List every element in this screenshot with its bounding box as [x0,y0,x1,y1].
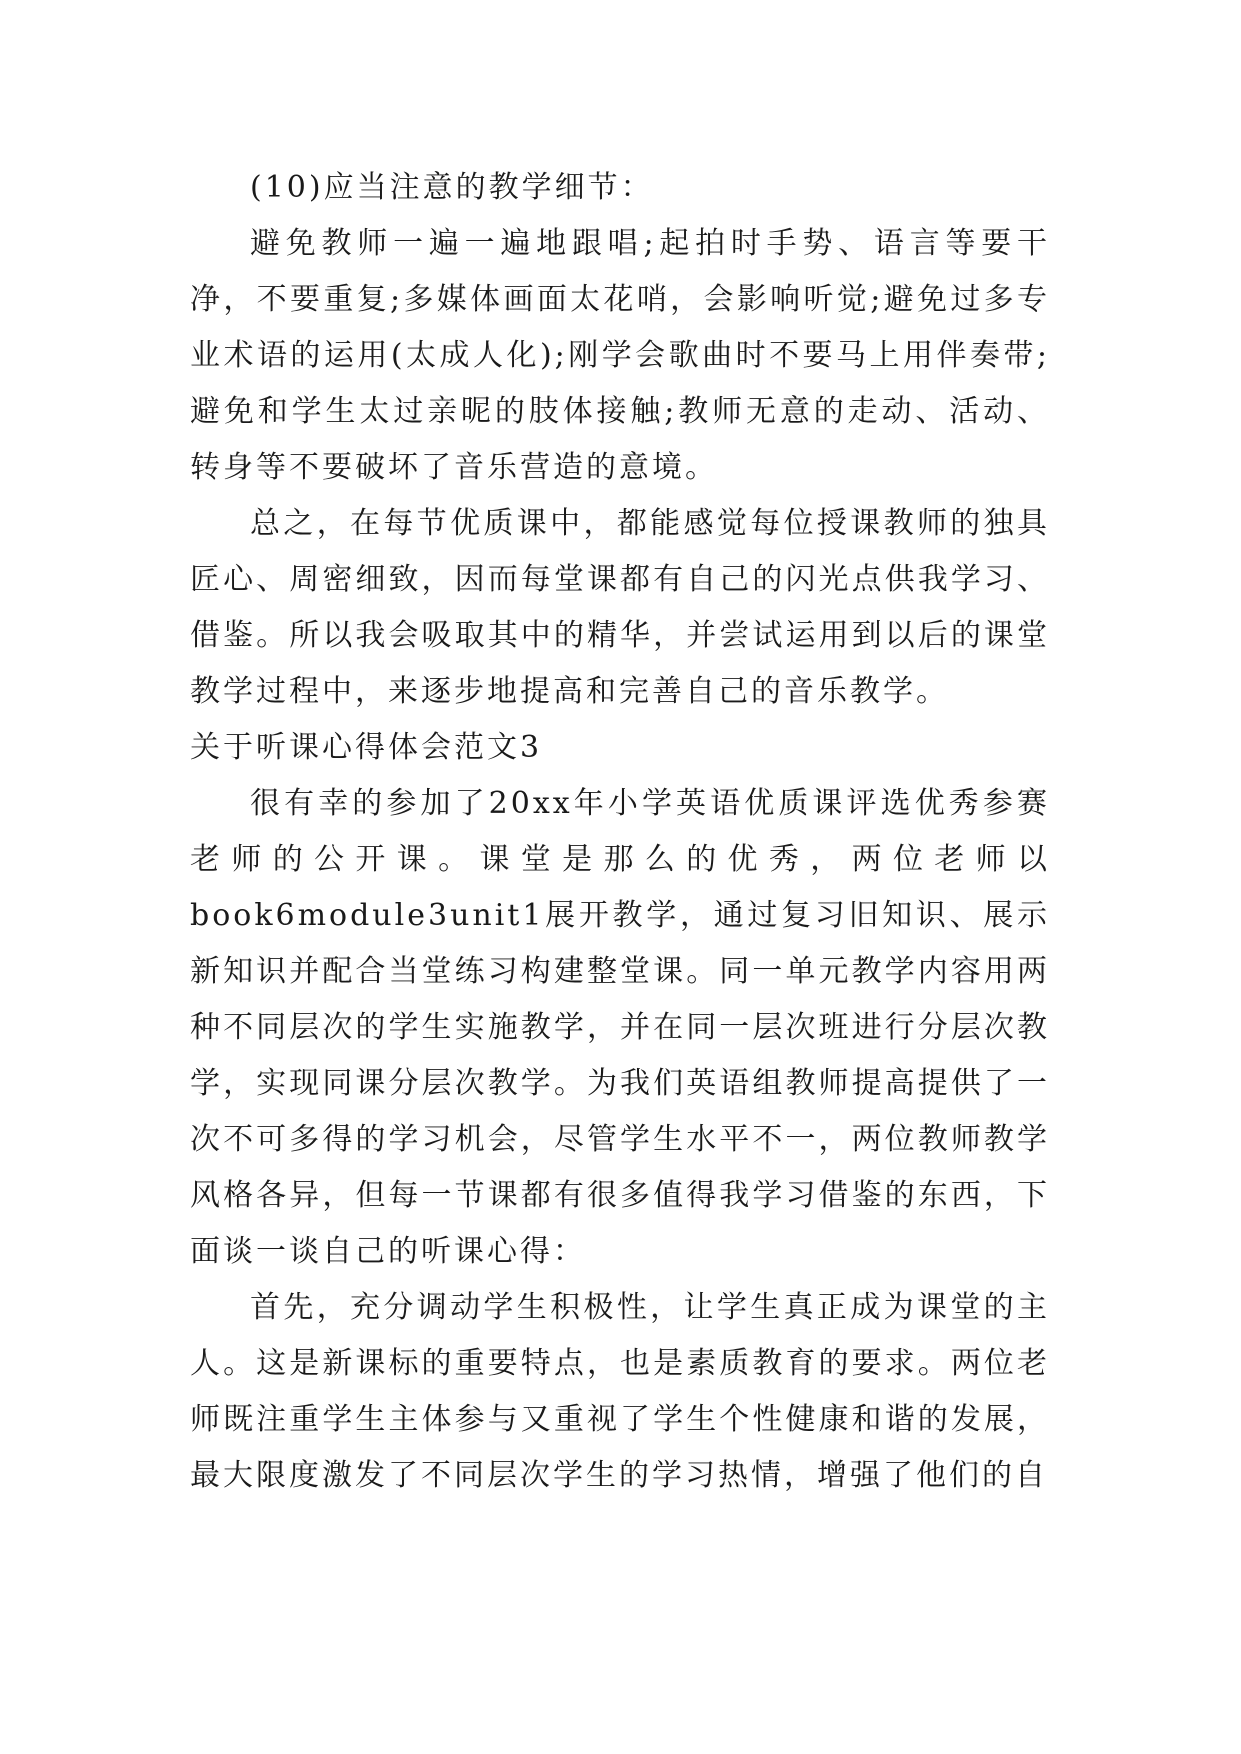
paragraph-teaching-details-heading: (10)应当注意的教学细节： [250,170,654,205]
document-body [190,160,1050,1504]
paragraph-summary: 总之，在每节优质课中，都能感觉每位授课教师的独具匠心、周密细致，因而每堂课都有自己的闪光点供我学习、借鉴。所以我会吸取其中的精华，并尝试运用到以后的课堂教学过程中，来逐步地提高和完善自己的音乐教学。 [190,506,1050,709]
section-title: 关于听课心得体会范文3 [190,730,543,765]
paragraph-student-engagement: 首先，充分调动学生积极性，让学生真正成为课堂的主人。这是新课标的重要特点，也是素质教育的要求。两位老师既注重学生主体参与又重视了学生个性健康和谐的发展，最大限度激发了不同层次学生的学习热情，增强了他们的自 [190,1290,1050,1493]
paragraph-teaching-details: 避免教师一遍一遍地跟唱;起拍时手势、语言等要干净，不要重复;多媒体画面太花哨，会影响听觉;避免过多专业术语的运用(太成人化);刚学会歌曲时不要马上用伴奏带;避免和学生太过亲昵的肢体接触;教师无意的走动、活动、转身等不要破坏了音乐营造的意境。 [190,226,1050,485]
paragraph-english-class-intro: 很有幸的参加了20xx年小学英语优质课评选优秀参赛老师的公开课。课堂是那么的优秀，两位老师以book6module3unit1展开教学，通过复习旧知识、展示新知识并配合当堂练习构建整堂课。同一单元教学内容用两种不同层次的学生实施教学，并在同一层次班进行分层次教学，实现同课分层次教学。为我们英语组教师提高提供了一次不可多得的学习机会，尽管学生水平不一，两位教师教学风格各异，但每一节课都有很多值得我学习借鉴的东西，下面谈一谈自己的听课心得： [190,786,1050,1269]
